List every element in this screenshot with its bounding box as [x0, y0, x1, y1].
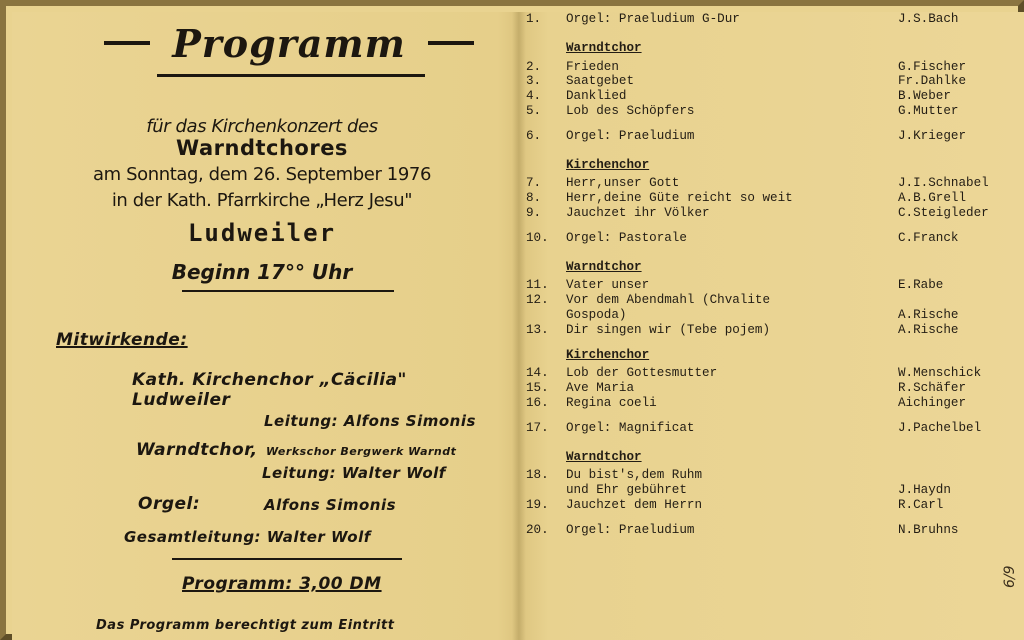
item-composer: A.B.Grell — [898, 191, 967, 206]
archive-stamp: 6/9 — [1002, 565, 1018, 588]
item-number: 7. — [526, 176, 542, 191]
choir2-name: Warndtchor, — [136, 440, 258, 460]
footer-note: Das Programm berechtigt zum Eintritt — [96, 618, 395, 633]
town-name: Ludweiler — [187, 219, 337, 247]
item-composer: E.Rabe — [898, 278, 944, 293]
item-title: Dir singen wir (Tebe pojem) — [566, 322, 771, 337]
item-number: 15. — [526, 381, 549, 396]
item-composer: R.Schäfer — [898, 381, 967, 396]
item-title: Lob der Gottesmutter — [566, 366, 718, 381]
item-composer: A.Rische — [898, 308, 959, 322]
item-composer: J.I.Schnabel — [898, 176, 989, 191]
section-heading: Kirchenchor — [566, 347, 650, 362]
item-number: 14. — [526, 366, 549, 381]
item-composer: J.Haydn — [898, 483, 951, 498]
item-composer: J.Pachelbel — [898, 420, 982, 435]
item-composer: C.Franck — [898, 230, 959, 245]
item-title: Gospoda) — [566, 308, 627, 322]
start-time-underline — [182, 290, 394, 292]
start-time: Beginn 17°° Uhr — [171, 260, 353, 284]
item-title: Orgel: Magnificat — [566, 420, 695, 435]
organ-label: Orgel: — [138, 494, 201, 514]
item-title: Vor dem Abendmahl (Chvalite — [566, 293, 771, 308]
section-heading: Warndtchor — [566, 449, 642, 464]
item-title: Jauchzet ihr Völker — [566, 206, 710, 220]
item-title: Danklied — [566, 89, 627, 104]
program-price: Programm: 3,00 DM — [182, 574, 382, 594]
item-title: Herr,deine Güte reicht so weit — [566, 191, 793, 206]
participants-heading: Mitwirkende: — [56, 330, 188, 350]
item-number: 1. — [526, 12, 542, 26]
overall-direction: Gesamtleitung: Walter Wolf — [124, 528, 371, 546]
item-number: 5. — [526, 104, 542, 118]
item-number: 10. — [526, 230, 549, 245]
item-title: Lob des Schöpfers — [566, 104, 695, 118]
item-number: 17. — [526, 420, 549, 435]
left-panel — [12, 12, 512, 640]
center-fold — [512, 12, 526, 640]
right-panel — [526, 12, 1024, 640]
item-number: 9. — [526, 206, 542, 220]
item-title: Orgel: Praeludium G-Dur — [566, 12, 740, 26]
item-composer: J.S.Bach — [898, 12, 959, 26]
intro-line: für das Kirchenkonzert des — [146, 116, 378, 137]
item-title: Orgel: Praeludium — [566, 128, 695, 143]
section-heading: Kirchenchor — [566, 157, 650, 172]
item-number: 13. — [526, 322, 549, 337]
item-number: 3. — [526, 74, 542, 89]
choir1-director: Leitung: Alfons Simonis — [264, 412, 476, 430]
date-line: am Sonntag, dem 26. September 1976 — [92, 164, 432, 185]
program-sheet — [12, 12, 1024, 640]
item-composer: G.Mutter — [898, 104, 959, 118]
item-number: 16. — [526, 396, 549, 410]
item-title: Jauchzet dem Herrn — [566, 498, 703, 512]
item-composer: J.Krieger — [898, 128, 967, 143]
section-heading: Warndtchor — [566, 259, 642, 274]
item-number: 6. — [526, 128, 542, 143]
item-number: 18. — [526, 468, 549, 483]
item-title: Vater unser — [566, 278, 650, 293]
item-title: Orgel: Pastorale — [566, 230, 687, 245]
item-composer: Aichinger — [898, 396, 967, 410]
choir1-name: Kath. Kirchenchor „Cäcilia" — [132, 370, 407, 390]
price-top-rule — [172, 558, 402, 560]
organ-name: Alfons Simonis — [264, 496, 397, 514]
item-composer: B.Weber — [898, 89, 951, 104]
item-number: 4. — [526, 89, 542, 104]
item-number: 19. — [526, 498, 549, 512]
title-dash-left — [104, 41, 150, 45]
item-title: und Ehr gebühret — [566, 483, 687, 498]
item-composer: G.Fischer — [898, 59, 967, 74]
choir1-town: Ludweiler — [132, 390, 231, 410]
item-title: Herr,unser Gott — [566, 176, 680, 191]
item-composer: R.Carl — [898, 498, 944, 512]
item-title: Du bist's,dem Ruhm — [566, 468, 703, 483]
program-title: Programm — [172, 20, 406, 66]
item-composer: Fr.Dahlke — [898, 74, 967, 89]
item-title: Orgel: Praeludium — [566, 522, 695, 537]
item-number: 8. — [526, 191, 542, 206]
item-number: 20. — [526, 522, 549, 537]
item-title: Ave Maria — [566, 381, 635, 396]
section-heading: Warndtchor — [566, 40, 642, 55]
title-row — [104, 18, 474, 68]
item-title: Frieden — [566, 59, 619, 74]
item-title: Saatgebet — [566, 74, 635, 89]
item-number: 11. — [526, 278, 549, 293]
choir-name: Warndtchores — [176, 136, 348, 160]
church-line: in der Kath. Pfarrkirche „Herz Jesu" — [111, 190, 413, 211]
title-dash-right — [428, 41, 474, 45]
choir2-director: Leitung: Walter Wolf — [262, 464, 446, 482]
item-number: 12. — [526, 293, 549, 308]
item-composer: C.Steigleder — [898, 206, 989, 220]
choir2-note: Werkschor Bergwerk Warndt — [266, 445, 457, 458]
item-composer: A.Rische — [898, 322, 959, 337]
item-number: 2. — [526, 59, 542, 74]
item-composer: W.Menschick — [898, 366, 982, 381]
item-composer: N.Bruhns — [898, 522, 959, 537]
item-title: Regina coeli — [566, 396, 657, 410]
title-underline — [157, 74, 425, 77]
